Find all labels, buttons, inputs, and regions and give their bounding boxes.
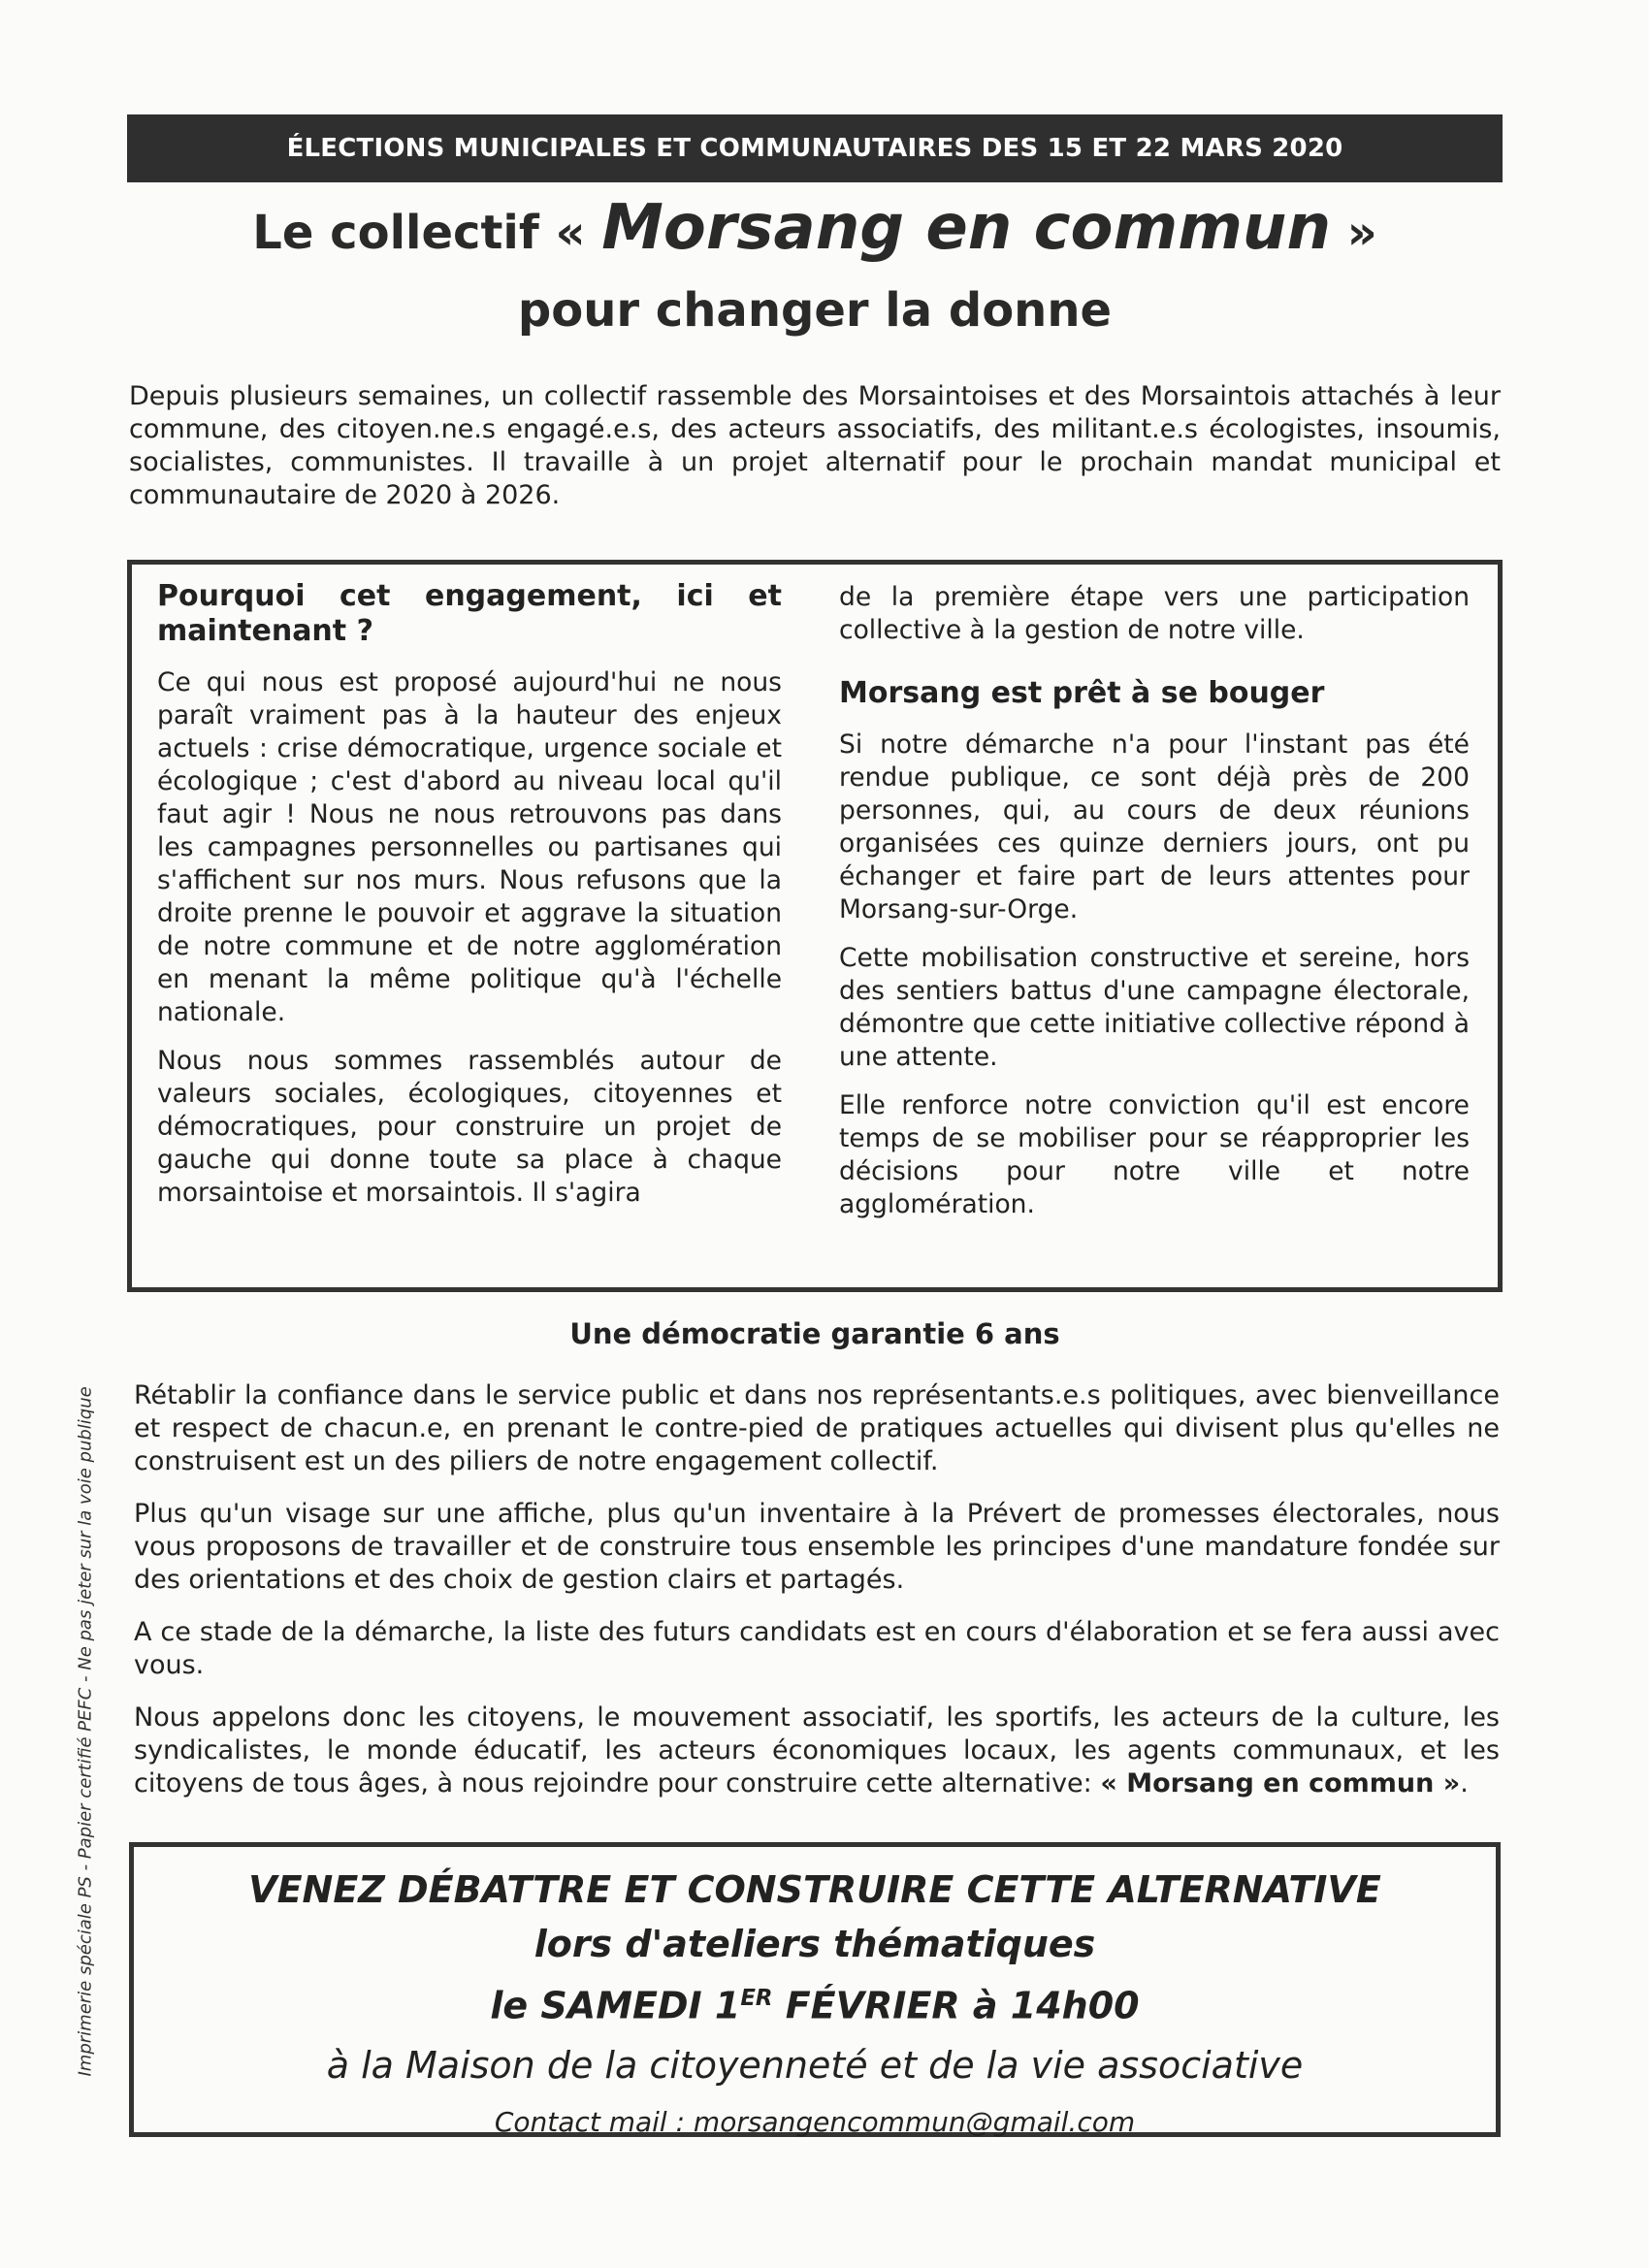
- left-column: [157, 579, 782, 1225]
- democracy-paragraph-3: A ce stade de la démarche, la liste des futurs candidats est en cours d'élaboration et se fera aussi avec vous.: [134, 1617, 1500, 1680]
- call-text: Nous appelons donc les citoyens, le mouvement associatif, les sportifs, les acteurs de la culture, les syndicalistes, le monde éducatif, les acteurs économiques locaux, les agents communaux, et les citoyens de tous âges, à nous rejoindre pour construire cette alternative:: [134, 1702, 1500, 1798]
- mobilisation-paragraph-1: Si notre démarche n'a pour l'instant pas été rendue publique, ce sont déjà près de 200 personnes, qui, au cours de deux réunions organisées ces quinze derniers jours, ont pu échanger et faire part de leurs attentes pour Morsang-sur-Orge.: [839, 729, 1470, 924]
- page-subtitle: pour changer la donne: [517, 283, 1113, 338]
- invitation-box: [129, 1842, 1501, 2137]
- call-collective-name: « Morsang en commun »: [1100, 1768, 1461, 1798]
- engagement-continuation: de la première étape vers une participation collective à la gestion de notre ville.: [839, 582, 1470, 645]
- title-prefix: Le collectif «: [252, 206, 602, 260]
- engagement-paragraph-1: Ce qui nous est proposé aujourd'hui ne nous paraît vraiment pas à la hauteur des enjeux actuels : crise démocratique, urgence sociale et écologique ; c'est d'abord au niveau local qu'il faut agir ! Nous ne nous retrouvons pas dans les campagnes personnelles ou partisanes qui s'affichent sur nos murs. Nous refusons que la droite prenne le pouvoir et aggrave la situation de notre commune et de notre agglomération en menant la même politique qu'à l'échelle nationale.: [157, 667, 782, 1027]
- date-pre: le SAMEDI 1: [490, 1984, 741, 2027]
- intro-paragraph: Depuis plusieurs semaines, un collectif rassemble des Morsaintoises et des Morsaintois attachés à leur commune, des citoyen.ne.s engagé.e.s, des acteurs associatifs, des militant.e.s écologistes, insoumis, socialistes, communistes. Il travaille à un projet alternatif pour le prochain mandat municipal et communautaire de 2020 à 2026.: [129, 381, 1501, 510]
- mobilisation-heading: Morsang est prêt à se bouger: [839, 676, 1325, 710]
- invitation-line-2: lors d'ateliers thématiques: [534, 1923, 1096, 1965]
- mobilisation-paragraph-2: Cette mobilisation constructive et sereine, hors des sentiers battus d'une campagne électorale, démontre que cette initiative collective répond à une attente.: [839, 943, 1470, 1072]
- title-collective-name: Morsang en commun: [601, 192, 1331, 264]
- invitation-venue: à la Maison de la citoyenneté et de la vie associative: [326, 2043, 1304, 2087]
- engagement-paragraph-2: Nous nous sommes rassemblés autour de valeurs sociales, écologiques, citoyennes et démocratiques, pour construire un projet de gauche qui donne toute sa place à chaque morsaintoise et morsaintois. Il s'agira: [157, 1046, 782, 1208]
- invitation-date: [134, 1971, 1496, 2033]
- election-banner: ÉLECTIONS MUNICIPALES ET COMMUNAUTAIRES DES 15 ET 22 MARS 2020: [127, 114, 1503, 182]
- democracy-section: [134, 1379, 1500, 1820]
- mobilisation-paragraph-3: Elle renforce notre conviction qu'il est encore temps de se mobiliser pour se réapproprier les décisions pour notre ville et notre agglomération.: [839, 1090, 1470, 1219]
- title-suffix: »: [1331, 206, 1377, 260]
- call-end: .: [1460, 1768, 1469, 1798]
- printer-note-text: Imprimerie spéciale PS - Papier certifié PEFC - Ne pas jeter sur la voie publique: [75, 1386, 96, 2077]
- democracy-paragraph-4: [134, 1701, 1500, 1800]
- democracy-paragraph-1: Rétablir la confiance dans le service public et dans nos représentants.e.s politiques, avec bienveillance et respect de chacun.e, en prenant le contre-pied de pratiques actuelles qui divisent plus qu'elles ne construisent est un des piliers de notre engagement collectif.: [134, 1380, 1500, 1476]
- right-column: [839, 581, 1470, 1237]
- democracy-paragraph-2: Plus qu'un visage sur une affiche, plus qu'un inventaire à la Prévert de promesses électorales, nous vous proposons de travailler et de construire tous ensemble les principes d'une mandature fondée sur des orientations et des choix de gestion clairs et partagés.: [134, 1499, 1500, 1595]
- contact-email: Contact mail : morsangencommun@gmail.com: [494, 2105, 1136, 2138]
- invitation-line-1: VENEZ DÉBATTRE ET CONSTRUIRE CETTE ALTERNATIVE: [248, 1868, 1381, 1911]
- democracy-heading: Une démocratie garantie 6 ans: [569, 1317, 1060, 1350]
- page-title: [127, 192, 1503, 264]
- date-sup: ER: [740, 1986, 773, 2011]
- engagement-heading: Pourquoi cet engagement, ici et maintenant ?: [157, 579, 782, 648]
- date-post: FÉVRIER à 14h00: [772, 1984, 1140, 2027]
